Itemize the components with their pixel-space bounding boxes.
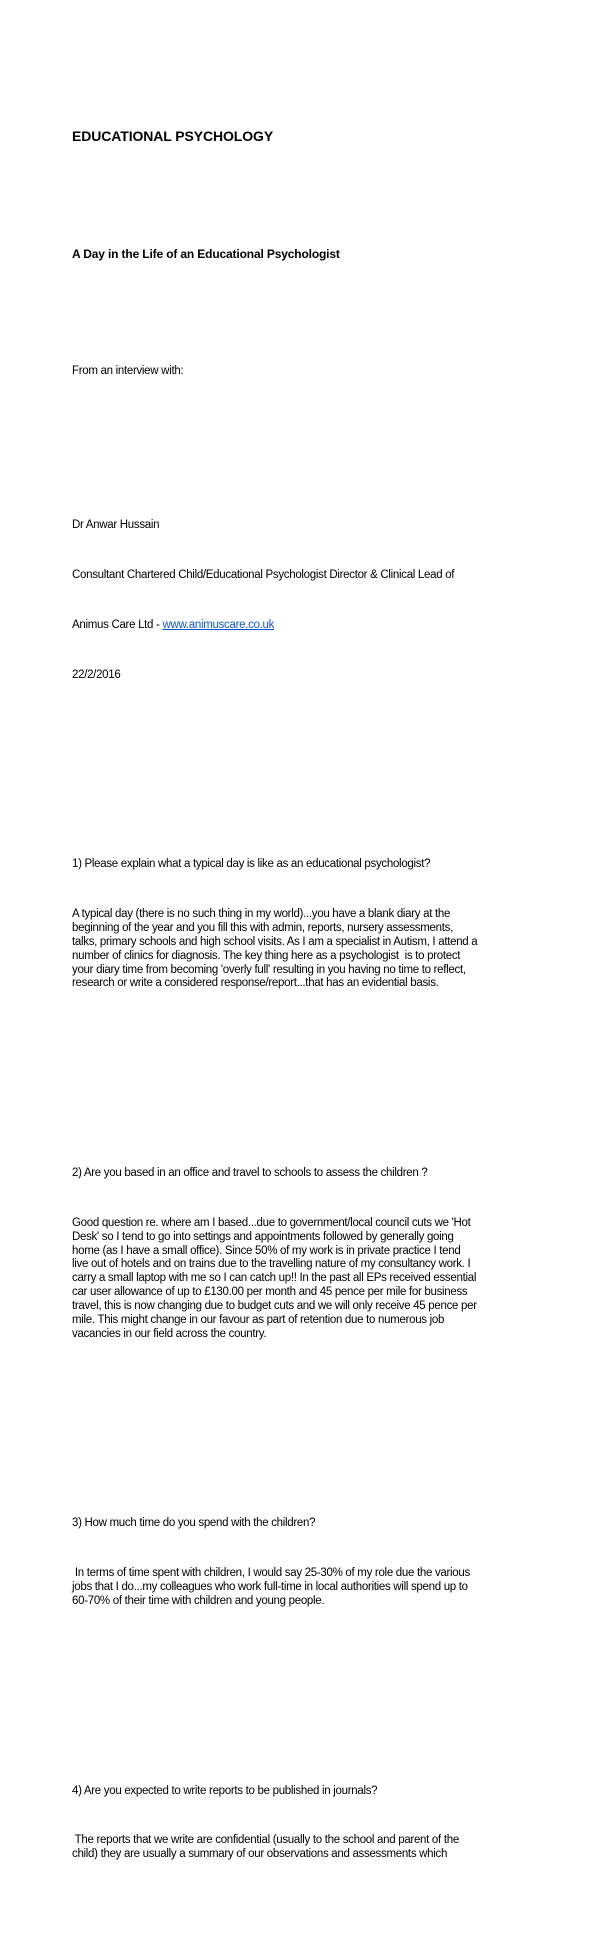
blank-line [72, 1413, 477, 1427]
question-3-text: 3) How much time do you spend with the children? [72, 1517, 316, 1530]
blank-line [72, 1063, 477, 1077]
text-line: carry a small laptop with me so I can catch up!! In the past all EPs received essential [72, 1272, 477, 1285]
interviewee-role: Consultant Chartered Child/Educational Psychologist Director & Clinical Lead of [72, 568, 455, 581]
text-line: beginning of the year and you fill this with admin, reports, nursery assessments, [72, 921, 453, 934]
text-line: number of clinics for diagnosis. The key thing here as a psychologist is to protect [72, 949, 461, 962]
text-line: 60-70% of their time with children and young people. [72, 1594, 325, 1607]
interviewee-block [72, 483, 477, 718]
blank-line [72, 180, 477, 194]
text-line: In terms of time spent with children, I would say 25-30% of my role due the various [72, 1567, 470, 1580]
text-line: mile. This might change in our favour as part of retention due to numerous job [72, 1313, 445, 1326]
blank-line [72, 754, 477, 768]
company-name-text: Animus Care Ltd - [72, 618, 163, 631]
text-line: child) they are usually a summary of our observations and assessments which [72, 1848, 448, 1861]
blank-line [72, 298, 477, 312]
text-line: your diary time from becoming 'overly full' resulting in you having no time to reflect, [72, 963, 466, 976]
document-title: EDUCATIONAL PSYCHOLOGY [72, 128, 274, 144]
answer-4-text [72, 1834, 477, 1862]
interviewee-company-line [72, 619, 477, 633]
text-line: The reports that we write are confidential (usually to the school and parent of the [72, 1834, 459, 1847]
blank-line [72, 415, 477, 429]
text-line: travel, this is now changing due to budget cuts and we will only receive 45 pence per [72, 1299, 477, 1312]
blank-line [72, 1681, 477, 1695]
intro-text: From an interview with: [72, 365, 184, 378]
text-line: car user allowance of up to £130.00 per month and 45 pence per mile for business [72, 1286, 468, 1299]
interview-date: 22/2/2016 [72, 668, 121, 681]
qa-item-4 [72, 1749, 477, 1899]
qa-item-1 [72, 822, 477, 1027]
animuscare-website-link[interactable]: www.animuscare.co.uk [162, 618, 275, 631]
qa-item-2 [72, 1131, 477, 1377]
document-subtitle: A Day in the Life of an Educational Psychologist [72, 246, 340, 261]
text-line: vacancies in our field across the country. [72, 1327, 267, 1340]
answer-1-text [72, 908, 477, 991]
answer-2-text [72, 1217, 477, 1342]
question-2-text: 2) Are you based in an office and travel to schools to assess the children ? [72, 1167, 428, 1180]
text-line: talks, primary schools and high school visits. As I am a specialist in Autism, I attend a [72, 935, 478, 948]
text-line: Desk' so I tend to go into settings and appointments followed by generally going [72, 1230, 454, 1243]
question-4-text: 4) Are you expected to write reports to be published in journals? [72, 1784, 378, 1797]
text-line: Good question re. where am I based...due to government/local council cuts we 'Hot [72, 1216, 471, 1229]
text-line: jobs that I do...my colleagues who work full-time in local authorities will spend up to [72, 1581, 468, 1593]
text-line: live out of hotels and on trains due to the travelling nature of my consultancy work. I [72, 1258, 471, 1271]
question-1-text: 1) Please explain what a typical day is like as an educational psychologist? [72, 858, 431, 871]
interviewee-name: Dr Anwar Hussain [72, 519, 160, 532]
text-line: home (as I have a small office). Since 50% of my work is in private practice I tend [72, 1244, 461, 1257]
qa-item-3 [72, 1481, 477, 1644]
text-line: research or write a considered response/report...that has an evidential basis. [72, 977, 439, 990]
document-page [72, 76, 477, 1934]
answer-3-text [72, 1567, 477, 1609]
text-line: A typical day (there is no such thing in my world)...you have a blank diary at the [72, 908, 451, 921]
